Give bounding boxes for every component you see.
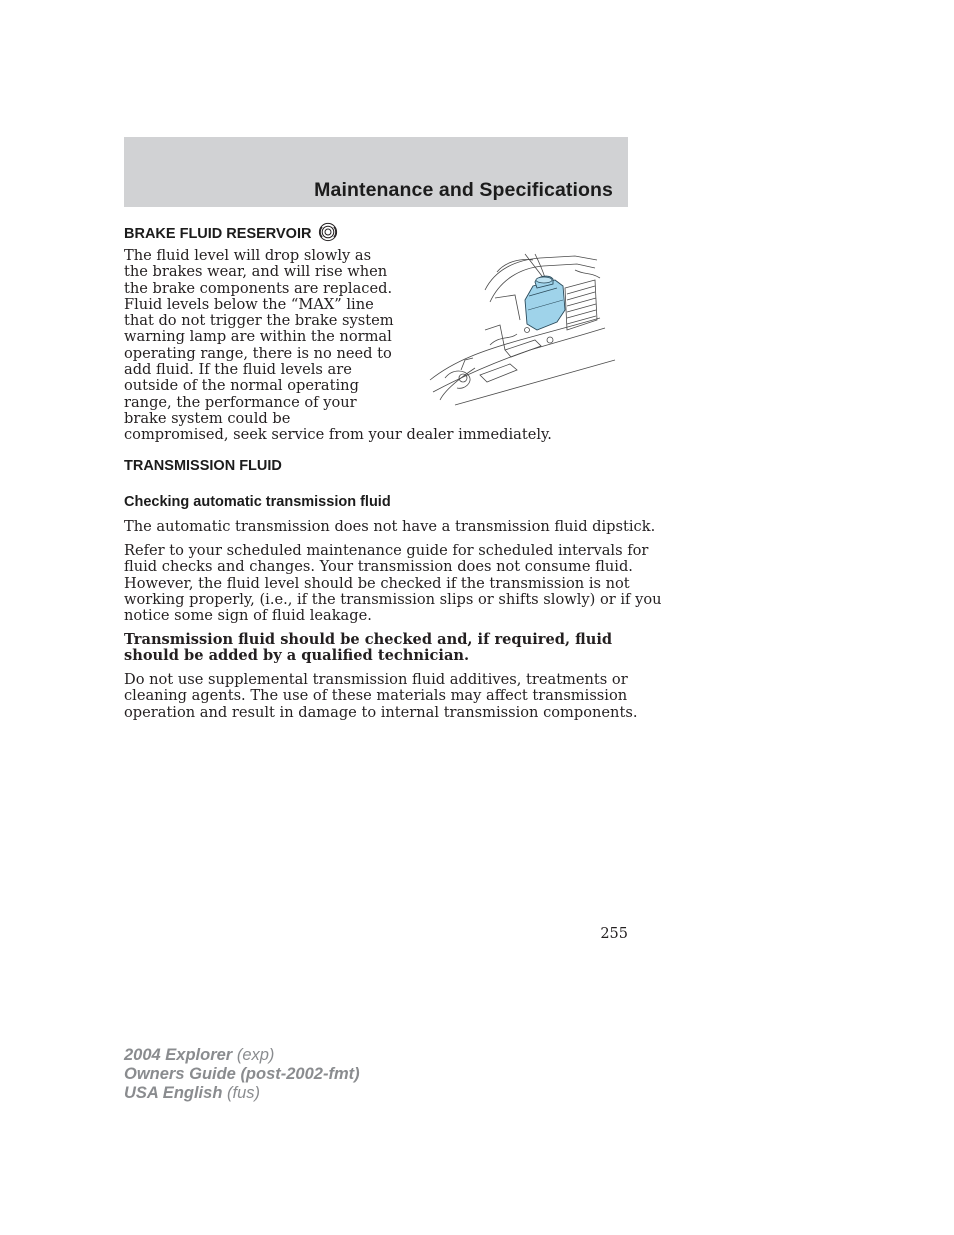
document-footer	[124, 1046, 360, 1103]
text-line: the brake components are replaced.	[124, 279, 393, 297]
footer-line-1	[124, 1046, 360, 1065]
additives-paragraph	[124, 672, 637, 721]
brake-fluid-icon	[318, 222, 338, 242]
text-line: Do not use supplemental transmission fluid additives, treatments or	[124, 671, 628, 688]
text-line: fluid checks and changes. Your transmission does not consume fluid.	[124, 558, 633, 576]
no-dipstick-paragraph: The automatic transmission does not have a transmission fluid dipstick.	[124, 518, 656, 535]
page-title: Maintenance and Specifications	[314, 179, 613, 201]
footer-line-2	[124, 1065, 360, 1084]
text-line: notice some sign of fluid leakage.	[124, 607, 372, 625]
text-line: working properly, (i.e., if the transmission slips or shifts slowly) or if you	[124, 590, 662, 608]
transmission-fluid-heading: TRANSMISSION FLUID	[124, 458, 282, 474]
text-line: should be added by a qualified technician.	[124, 647, 470, 665]
header-band	[124, 137, 628, 207]
text-line: warning lamp are within the normal	[124, 328, 392, 346]
page-number: 255	[600, 926, 628, 942]
footer-model-code: (exp)	[236, 1046, 275, 1064]
brake-fluid-heading	[124, 222, 338, 242]
text-line: However, the fluid level should be checked if the transmission is not	[124, 574, 630, 592]
text-line: Refer to your scheduled maintenance guide for scheduled intervals for	[124, 542, 649, 559]
text-line: range, the performance of your	[124, 393, 357, 411]
text-line: Transmission fluid should be checked and, if required, fluid	[124, 631, 613, 648]
footer-language-code: (fus)	[227, 1084, 260, 1102]
text-line: the brakes wear, and will rise when	[124, 263, 388, 281]
text-line: compromised, seek service from your dealer immediately.	[124, 426, 552, 444]
text-line: Fluid levels below the “MAX” line	[124, 295, 374, 313]
text-line: cleaning agents. The use of these materials may affect transmission	[124, 687, 628, 705]
brake-reservoir-illustration	[425, 250, 625, 412]
footer-line-3	[124, 1084, 360, 1103]
footer-language: USA English	[124, 1084, 223, 1102]
text-line: operating range, there is no need to	[124, 344, 392, 362]
text-line: The fluid level will drop slowly as	[124, 247, 372, 264]
maintenance-guide-paragraph	[124, 543, 662, 624]
checking-transmission-subheading: Checking automatic transmission fluid	[124, 494, 391, 510]
text-line: operation and result in damage to internal transmission components.	[124, 703, 638, 721]
footer-model: 2004 Explorer	[124, 1046, 233, 1064]
text-line: add fluid. If the fluid levels are	[124, 361, 352, 379]
technician-warning	[124, 632, 612, 665]
text-line: that do not trigger the brake system	[124, 312, 394, 330]
footer-guide: Owners Guide (post-2002-fmt)	[124, 1065, 360, 1083]
text-line: outside of the normal operating	[124, 377, 359, 395]
brake-fluid-heading-text: BRAKE FLUID RESERVOIR	[124, 226, 312, 242]
text-line: brake system could be	[124, 409, 291, 427]
